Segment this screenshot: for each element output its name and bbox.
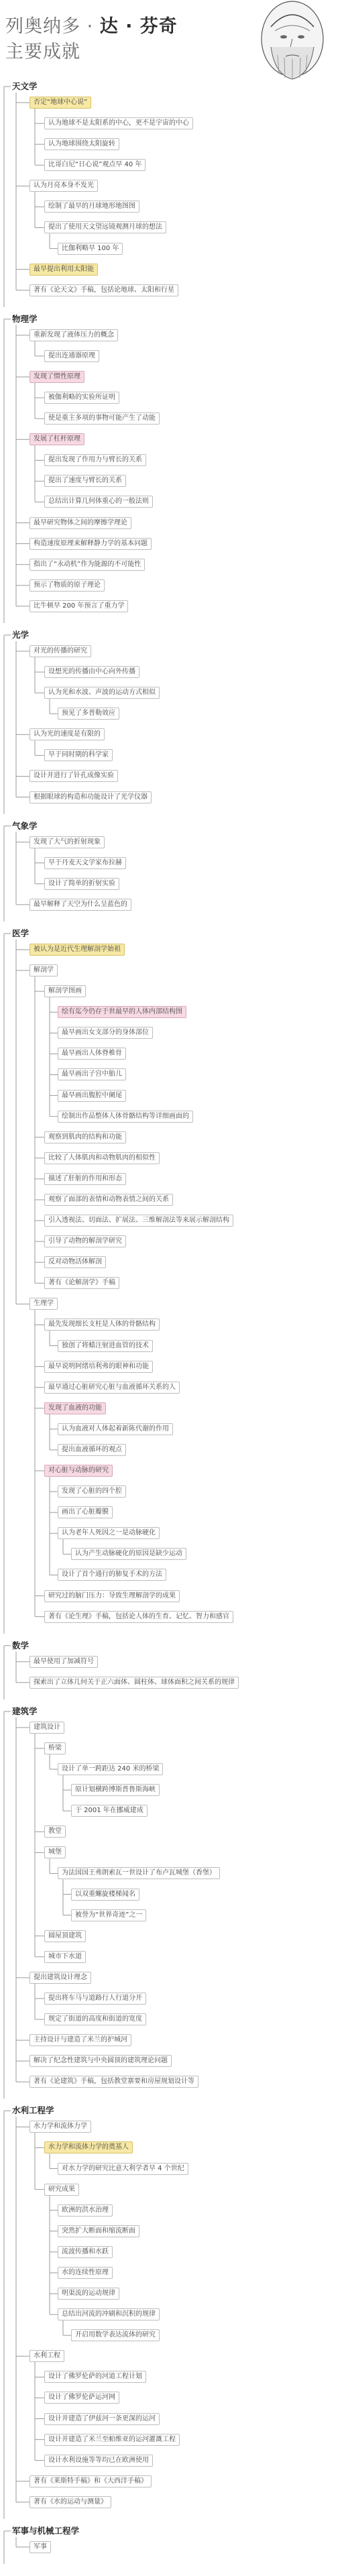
- map-node: 设计了首个通行的肺复手术的方法: [58, 1569, 166, 1581]
- map-node: 设计了佛罗伦萨的河道工程计划: [44, 2371, 146, 2383]
- title-prefix: 列奥纳多 ·: [5, 16, 100, 37]
- map-node: 反对动物活体解剖: [44, 1256, 106, 1268]
- map-node: 设想光的传播由中心向外传播: [44, 666, 139, 678]
- map-node: 最早研究物体之间的摩擦学理论: [30, 517, 131, 529]
- map-node: 明渠流的运动规律: [58, 2288, 119, 2300]
- map-node: 开启用数学表达流体的研究: [71, 2329, 160, 2341]
- map-node: 最先发现细长支柱是人体的骨骼结构: [44, 1319, 160, 1331]
- map-node: 发现了血液的功能: [44, 1402, 106, 1414]
- map-node: 设计了单一跨距达 240 米的桥梁: [58, 1763, 163, 1775]
- map-node: 解剖学: [30, 964, 58, 976]
- map-node: 提出发现了作用力与臂长的关系: [44, 454, 146, 466]
- map-node: 研究过的脑门压力：导致生理解剖学的成果: [44, 1590, 180, 1602]
- map-node: 绘有迄今仍存于世最早的人体内部结构图: [58, 1006, 186, 1018]
- map-node: 观察到肌肉的结构和功能: [44, 1131, 126, 1143]
- map-node: 发展了杠杆原理: [30, 433, 84, 445]
- map-node: 最早画出子宫中胎儿: [58, 1068, 126, 1080]
- map-node: 发现了大气的折射现象: [30, 836, 105, 848]
- map-node: 最早解释了天空为什么呈蓝色的: [30, 899, 131, 911]
- map-node: 认为地球围绕太阳旋转: [44, 138, 119, 150]
- map-node: 提出了使用天文望远镜观测月球的想法: [44, 221, 166, 233]
- map-node: 研究成果: [44, 2184, 79, 2196]
- map-node: 画出了心脏瓣膜: [58, 1506, 113, 1518]
- map-node: 原计划横跨博斯普鲁斯海峡: [71, 1784, 160, 1796]
- map-node: 提出建筑设计理念: [30, 1972, 91, 1984]
- section-heading: 光学: [12, 629, 30, 640]
- map-node: 认为血液对人体起着新陈代谢的作用: [58, 1423, 173, 1435]
- map-node: 早于同时期的科学家: [44, 749, 113, 761]
- section-heading: 医学: [12, 928, 30, 938]
- map-node: 引入透视法、切面法、扩展法、三维解剖法等来展示解剖结构: [44, 1215, 233, 1227]
- map-node: 著有《论解剖学》手稿: [44, 1277, 119, 1289]
- map-node: 最早通过心脏研究心脏与血液循环关系的人: [44, 1382, 180, 1394]
- map-node: 发现了心脏的四个腔: [58, 1486, 126, 1498]
- map-node: 观察了面部的表情和动物表情之间的关系: [44, 1194, 173, 1206]
- section-heading: 物理学: [12, 313, 38, 324]
- map-node: 桥梁: [44, 1742, 66, 1754]
- map-node: 于 2001 年在挪威建成: [71, 1805, 148, 1817]
- map-node: 被伽利略的实验所证明: [44, 392, 119, 404]
- map-node: 最早使用了加减符号: [30, 1656, 98, 1668]
- map-node: 主持设计与建造了米兰的护城河: [30, 2034, 131, 2046]
- map-node: 规定了街道的高度和街道的宽度: [44, 2013, 146, 2025]
- map-node: 解剖学图画: [44, 985, 86, 997]
- map-node: 指出了“永动机”作为能源的不可能性: [30, 559, 145, 571]
- map-node: 城堡: [44, 1846, 66, 1858]
- map-node: 认为光的速度是有限的: [30, 728, 105, 740]
- map-node: 流波传播和水跃: [58, 2246, 113, 2258]
- section-heading: 水利工程学: [12, 2105, 54, 2116]
- map-node: 生理学: [30, 1298, 58, 1310]
- map-node: 最早画出腹腔中阑尾: [58, 1090, 126, 1102]
- map-node: 比哥白尼“日心说”观点早 40 年: [44, 159, 146, 171]
- map-node: 建筑设计: [30, 1722, 64, 1734]
- page-subtitle: 主要成就: [5, 42, 80, 62]
- map-node: 为法国国王弗朗索瓦一世设计了布卢瓦城堡（香堡）: [58, 1867, 220, 1879]
- map-node: 水力学和流体力学: [30, 2121, 91, 2133]
- section-heading: 建筑学: [12, 1705, 38, 1716]
- map-node: 著有《论天文》手稿，包括论地球、太阳和行星: [30, 284, 178, 296]
- map-node: 设计并进行了针孔成像实验: [30, 770, 118, 782]
- map-node: 最早画出女支部分的身体部位: [58, 1027, 153, 1039]
- section-heading: 天文学: [12, 81, 38, 91]
- map-node: 设计并建造了米兰至帕维亚的运河灌溉工程: [44, 2434, 180, 2446]
- map-node: 提出连通器原理: [44, 350, 99, 362]
- map-node: 设计水利设施等等均已在欧洲使用: [44, 2455, 153, 2467]
- map-node: 著有《莱斯特手稿》和《大西洋手稿》: [30, 2475, 152, 2487]
- map-node: 认为光和水波、声波的运动方式相似: [44, 687, 160, 699]
- map-node: 对心脏与动脉的研究: [44, 1465, 113, 1477]
- map-node: 提出了速度与臂长的关系: [44, 475, 126, 487]
- map-node: 以双重螺旋楼梯闻名: [71, 1889, 139, 1901]
- map-node: 根据眼球的构造和功能设计了光学仪器: [30, 791, 152, 803]
- map-node: 圆屋顶建筑: [44, 1930, 86, 1942]
- map-node: 城市下水道: [44, 1951, 86, 1963]
- section-heading: 数学: [12, 1640, 30, 1650]
- map-node: 引导了动物的解剖学研究: [44, 1235, 126, 1247]
- map-node: 著有《论生理》手稿，包括论人体的生育、记忆、智力和感官: [44, 1611, 233, 1623]
- map-node: 突然扩大断面和缩流断面: [58, 2225, 139, 2237]
- map-node: 水的连续性原理: [58, 2267, 113, 2279]
- section-heading: 军事与机械工程学: [12, 2525, 80, 2536]
- map-node: 重新发现了液体压力的概念: [30, 329, 118, 341]
- map-node: 比伽利略早 100 年: [58, 243, 123, 255]
- map-node: 最早提出利用太阳能: [30, 264, 98, 276]
- map-node: 认为月亮本身不发光: [30, 180, 98, 192]
- map-node: 探索出了立体几何关于正六面体、圆柱体、球体面积之间关系的规律: [30, 1677, 239, 1689]
- map-node: 早于丹麦天文学家布拉赫: [44, 857, 126, 869]
- map-node: 教堂: [44, 1826, 66, 1838]
- map-node: 发现了惯性原理: [30, 371, 84, 383]
- map-node: 解决了纪念性建筑与中央圆顶的建筑理论问题: [30, 2055, 172, 2067]
- map-node: 独创了将蜡注射进血管的技术: [58, 1340, 153, 1352]
- map-node: 认为老年人死因之一是动脉硬化: [58, 1527, 160, 1539]
- map-node: 描述了肝脏的作用和形态: [44, 1173, 126, 1185]
- map-node: 水利工程: [30, 2350, 64, 2362]
- map-node: 水力学和流体力学的奠基人: [44, 2141, 133, 2153]
- section-heading: 气象学: [12, 820, 38, 831]
- map-node: 设计了简单的折射实验: [44, 878, 119, 890]
- map-node: 对光的传播的研究: [30, 645, 91, 657]
- map-node: 提出将车马与道路行人行道分开: [44, 1993, 146, 2005]
- map-node: 总结出河流的冲刷和沉积的规律: [58, 2308, 160, 2320]
- map-node: 提出血液循环的观点: [58, 1444, 126, 1456]
- map-node: 最早说明阿绪培利弗的眼神和功能: [44, 1361, 153, 1373]
- map-node: 认为地球不是太阳系的中心，更不是宇宙的中心: [44, 117, 193, 129]
- map-node: 被誉为“世界奇迹”之一: [71, 1909, 146, 1921]
- map-node: 绘制出作品整体人体骨骼结构等详细画面的: [58, 1111, 193, 1123]
- map-node: 使是重主多项的事物可能产生了动能: [44, 412, 160, 425]
- map-node: 总结出计算几何体重心的一般法则: [44, 496, 153, 508]
- title-name: 达 · 芬奇: [99, 16, 178, 37]
- map-node: 军事: [30, 2541, 51, 2553]
- map-node: 比牛顿早 200 年预言了重力学: [30, 600, 128, 612]
- map-node: 对水力学的研究比意大利学者早 4 个世纪: [58, 2163, 188, 2175]
- map-node: 否定“地球中心说”: [30, 97, 91, 109]
- map-node: 被认为是近代生理解剖学始祖: [30, 944, 125, 956]
- map-node: 设计了佛罗伦萨运河网: [44, 2392, 119, 2404]
- map-node: 最早画出人体脊椎骨: [58, 1048, 126, 1060]
- map-node: 预见了多普勒效应: [58, 708, 119, 720]
- map-node: 比较了人体肌肉和动物肌肉的相似性: [44, 1152, 160, 1164]
- map-node: 设计并建造了伊兹河一条更深的运河: [44, 2413, 160, 2425]
- map-node: 认为产生动脉硬化的原因是缺少运动: [71, 1548, 186, 1560]
- map-node: 欧洲的洪水治理: [58, 2204, 113, 2217]
- map-node: 绘制了最早的月球地形地图图: [44, 201, 139, 213]
- map-node: 构造速度原理来解释静力学的基本问题: [30, 538, 152, 550]
- map-node: 著有《论建筑》手稿，包括教堂寨要和房屋规划设计等: [30, 2076, 198, 2088]
- map-node: 著有《水的运动与测量》: [30, 2496, 111, 2508]
- map-node: 预示了物质的原子理论: [30, 579, 105, 592]
